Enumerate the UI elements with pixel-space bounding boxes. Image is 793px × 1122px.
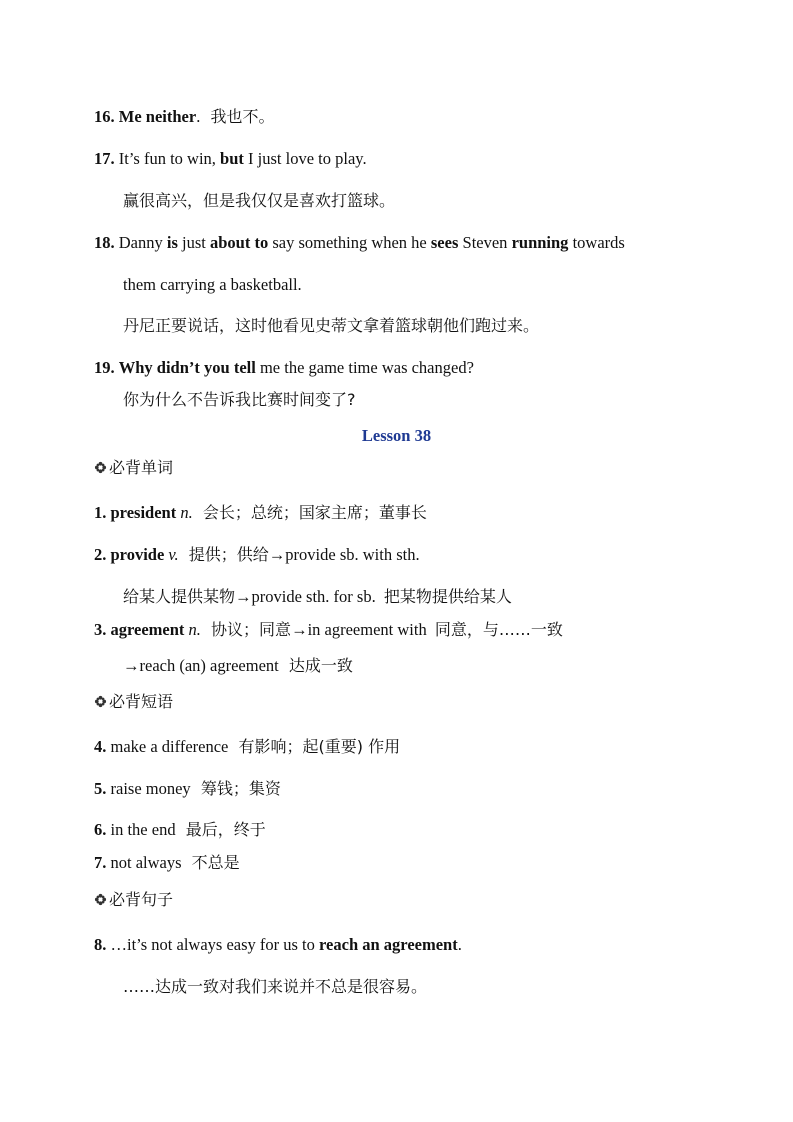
phrase-text: in the end — [110, 820, 176, 839]
phrase-item-4 — [94, 737, 400, 757]
usage-note: →provide sth. for sb. — [235, 587, 376, 606]
sentence-17 — [94, 149, 367, 169]
key-phrase: reach an agreement — [319, 935, 458, 954]
translation: 协议；同意 — [211, 620, 292, 639]
sentence-8 — [94, 935, 462, 955]
sentence-text: me the game time was changed? — [259, 358, 474, 377]
sentence-text: Danny — [118, 233, 163, 252]
flower-icon — [94, 461, 107, 474]
vocab-item-2-usage — [123, 587, 512, 607]
item-number: 2. — [94, 545, 107, 564]
usage-note: →reach (an) agreement — [123, 656, 279, 675]
flower-icon — [94, 893, 107, 906]
sentence-text: It’s fun to win, — [118, 149, 216, 168]
item-number: 8. — [94, 935, 107, 954]
key-phrase: sees — [430, 233, 459, 252]
section-heading-text: 必背短语 — [109, 692, 174, 711]
vocab-word: president — [110, 503, 177, 522]
phrase-item-5 — [94, 779, 281, 799]
item-number: 5. — [94, 779, 107, 798]
sentence-text: say something when he — [272, 233, 427, 252]
item-number: 7. — [94, 853, 107, 872]
sentence-text: I just love to play. — [248, 149, 367, 168]
translation: 最后，终于 — [185, 820, 266, 839]
sentence-text: towards — [572, 233, 625, 252]
section-heading-text: 必背句子 — [109, 890, 174, 909]
item-number: 17. — [94, 149, 115, 168]
key-phrase: Why didn’t you tell — [118, 358, 256, 377]
vocab-word: agreement — [110, 620, 185, 639]
part-of-speech: n. — [180, 503, 193, 522]
key-phrase: Me neither — [118, 107, 197, 126]
translation: 我也不。 — [210, 107, 275, 126]
translation-19: 你为什么不告诉我比赛时间变了? — [123, 390, 356, 409]
sentence-18 — [94, 233, 625, 253]
sentence-text: . — [457, 935, 462, 954]
section-heading-sentences — [94, 890, 173, 910]
translation-8: ……达成一致对我们来说并不总是很容易。 — [123, 977, 428, 996]
phrase-text: not always — [110, 853, 182, 872]
vocab-word: provide — [110, 545, 165, 564]
usage-note: →provide sb. with sth. — [268, 545, 420, 564]
usage-note: →in agreement with — [291, 620, 427, 639]
item-number: 6. — [94, 820, 107, 839]
sentence-text: …it’s not always easy for us to — [110, 935, 315, 954]
translation: 提供；供给 — [188, 545, 269, 564]
translation-18: 丹尼正要说话，这时他看见史蒂文拿着篮球朝他们跑过来。 — [123, 316, 540, 335]
sentence-18-continued: them carrying a basketball. — [123, 275, 302, 294]
vocab-item-1 — [94, 503, 427, 523]
sentence-text: . — [196, 107, 201, 126]
vocab-item-3 — [94, 620, 563, 640]
item-number: 18. — [94, 233, 115, 252]
item-number: 3. — [94, 620, 107, 639]
item-number: 16. — [94, 107, 115, 126]
section-heading-words — [94, 458, 173, 478]
translation: 给某人提供某物 — [123, 587, 236, 606]
item-number: 1. — [94, 503, 107, 522]
translation: 不总是 — [191, 853, 240, 872]
phrase-text: raise money — [110, 779, 191, 798]
lesson-title: Lesson 38 — [361, 426, 432, 445]
flower-icon — [94, 695, 107, 708]
translation: 同意，与……一致 — [434, 620, 563, 639]
translation: 会长；总统；国家主席；董事长 — [202, 503, 427, 522]
key-phrase: about to — [209, 233, 269, 252]
item-number: 19. — [94, 358, 115, 377]
vocab-item-3-usage — [123, 656, 353, 676]
key-phrase: is — [166, 233, 178, 252]
sentence-text: Steven — [462, 233, 508, 252]
item-number: 4. — [94, 737, 107, 756]
phrase-text: make a difference — [110, 737, 229, 756]
section-heading-text: 必背单词 — [109, 458, 174, 477]
sentence-19 — [94, 358, 474, 378]
phrase-item-7 — [94, 853, 240, 873]
vocab-item-2 — [94, 545, 420, 565]
part-of-speech: v. — [168, 545, 179, 564]
translation: 达成一致 — [288, 656, 353, 675]
sentence-16 — [94, 107, 274, 127]
section-heading-phrases — [94, 692, 173, 712]
phrase-item-6 — [94, 820, 266, 840]
translation: 把某物提供给某人 — [383, 587, 512, 606]
key-phrase: running — [511, 233, 569, 252]
translation: 筹钱；集资 — [200, 779, 281, 798]
translation: 有影响；起(重要) 作用 — [238, 737, 401, 756]
part-of-speech: n. — [188, 620, 201, 639]
key-phrase: but — [220, 149, 244, 168]
translation-17: 赢很高兴，但是我仅仅是喜欢打篮球。 — [123, 191, 396, 210]
sentence-text: just — [182, 233, 206, 252]
